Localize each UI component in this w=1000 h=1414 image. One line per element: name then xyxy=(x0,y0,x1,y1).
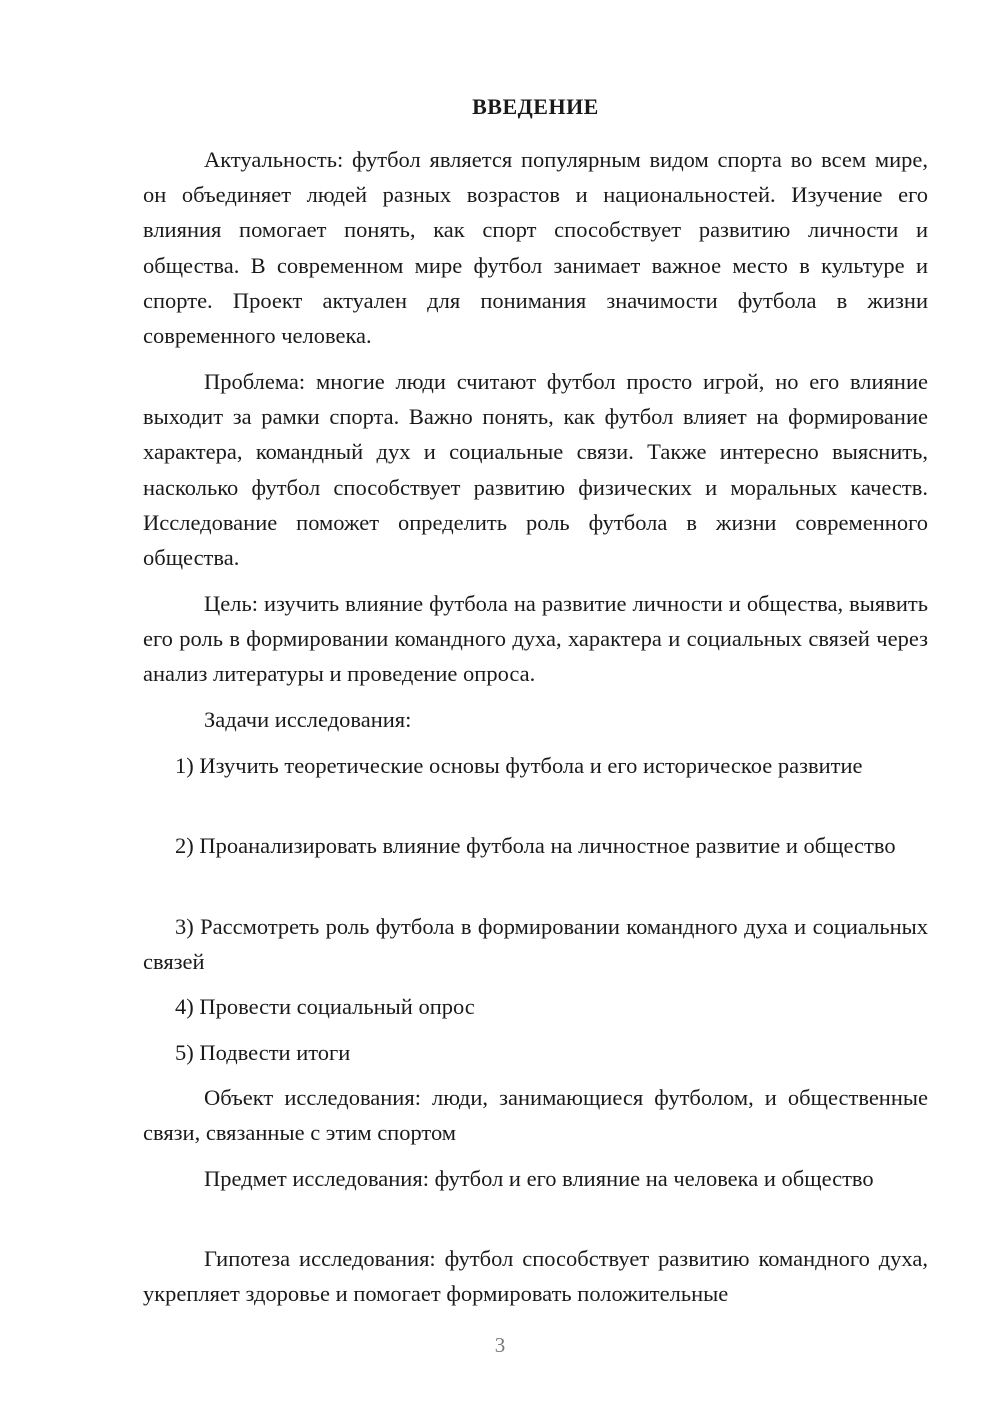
task-item-1: 1) Изучить теоретические основы футбола и его историческое развитие xyxy=(175,753,863,778)
task-item-5: 5) Подвести итоги xyxy=(175,1040,351,1065)
section-title: ВВЕДЕНИЕ xyxy=(472,94,599,119)
paragraph-goal: Цель: изучить влияние футбола на развитие личности и общества, выявить его роль в формировании командного духа, характера и социальных связей через анализ литературы и проведение опроса. xyxy=(143,591,928,687)
task-item-3: 3) Рассмотреть роль футбола в формировании командного духа и социальных связей xyxy=(143,914,928,975)
task-item-4: 4) Провести социальный опрос xyxy=(175,994,475,1019)
paragraph-object: Объект исследования: люди, занимающиеся футболом, и общественные связи, связанные с этим спортом xyxy=(143,1085,928,1146)
paragraph-hypothesis: Гипотеза исследования: футбол способствует развитию командного духа, укрепляет здоровье и помогает формировать положительные xyxy=(143,1246,928,1307)
task-item-2: 2) Проанализировать влияние футбола на личностное развитие и общество xyxy=(175,833,896,858)
paragraph-relevance: Актуальность: футбол является популярным видом спорта во всем мире, он объединяет людей разных возрастов и национальностей. Изучение его влияния помогает понять, как спорт способствует развитию личности и общества. В современном мире футбол занимает важное место в культуре и спорте. Проект актуален для понимания значимости футбола в жизни современного человека. xyxy=(143,147,928,349)
paragraph-subject: Предмет исследования: футбол и его влияние на человека и общество xyxy=(204,1166,874,1191)
paragraph-tasks-heading: Задачи исследования: xyxy=(204,707,412,732)
page-number: 3 xyxy=(494,1333,506,1357)
paragraph-problem: Проблема: многие люди считают футбол просто игрой, но его влияние выходит за рамки спорта. Важно понять, как футбол влияет на формирование характера, командный дух и социальные связи. Также интересно выяснить, насколько футбол способствует развитию физических и моральных качеств. Исследование поможет определить роль футбола в жизни современного общества. xyxy=(143,369,928,571)
